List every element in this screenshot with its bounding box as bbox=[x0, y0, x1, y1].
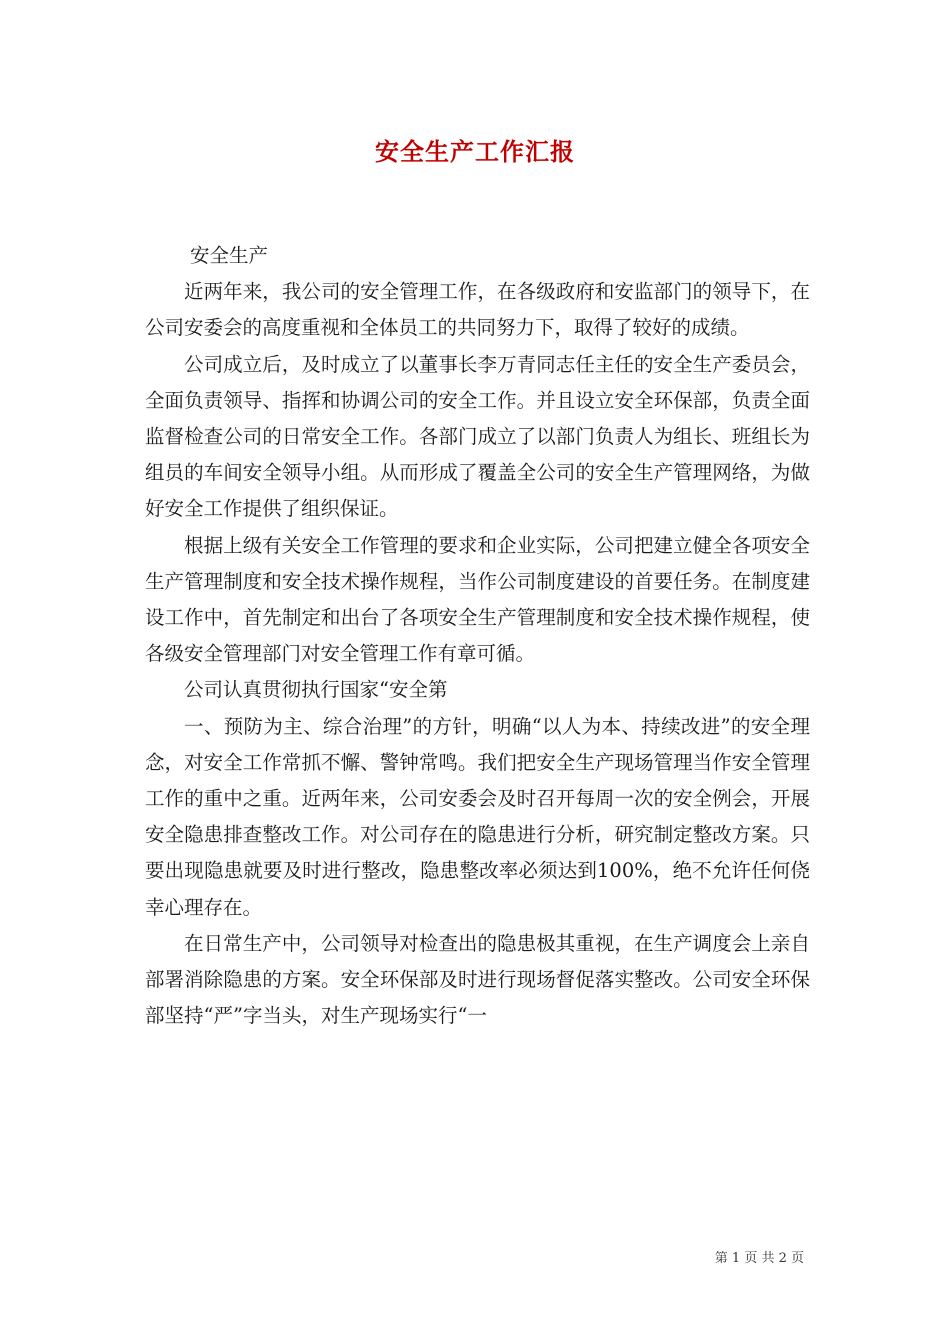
section-heading: 安全生产 bbox=[190, 244, 269, 267]
page-number: 第 1 页 共 2 页 bbox=[714, 1251, 804, 1266]
document-body bbox=[145, 238, 810, 1034]
paragraph: 一、预防为主、综合治理”的方针，明确“以人为本、持续改进”的安全理念，对安全工作常抓不懈、警钟常鸣。我们把安全生产现场管理当作安全管理工作的重中之重。近两年来，公司安委会及时召开每周一次的安全例会，开展安全隐患排查整改工作。对公司存在的隐患进行分析，研究制定整改方案。只要出现隐患就要及时进行整改，隐患整改率必须达到100%，绝不允许任何侥幸心理存在。 bbox=[145, 714, 810, 919]
paragraph: 近两年来，我公司的安全管理工作，在各级政府和安监部门的领导下，在公司安委会的高度重视和全体员工的共同努力下，取得了较好的成绩。 bbox=[145, 280, 810, 340]
paragraph: 根据上级有关安全工作管理的要求和企业实际，公司把建立健全各项安全生产管理制度和安全技术操作规程，当作公司制度建设的首要任务。在制度建设工作中，首先制定和出台了各项安全生产管理制度和安全技术操作规程，使各级安全管理部门对安全管理工作有章可循。 bbox=[145, 533, 810, 666]
document-title: 安全生产工作汇报 bbox=[375, 137, 575, 166]
paragraph: 公司认真贯彻执行国家“安全第 bbox=[184, 678, 448, 702]
paragraph: 公司成立后，及时成立了以董事长李万青同志任主任的安全生产委员会，全面负责领导、指挥和协调公司的安全工作。并且设立安全环保部，负责全面监督检查公司的日常安全工作。各部门成立了以部门负责人为组长、班组长为组员的车间安全领导小组。从而形成了覆盖全公司的安全生产管理网络，为做好安全工作提供了组织保证。 bbox=[145, 352, 810, 521]
paragraph: 在日常生产中，公司领导对检查出的隐患极其重视，在生产调度会上亲自部署消除隐患的方案。安全环保部及时进行现场督促落实整改。公司安全环保部坚持“严”字当头，对生产现场实行“一 bbox=[145, 931, 810, 1028]
